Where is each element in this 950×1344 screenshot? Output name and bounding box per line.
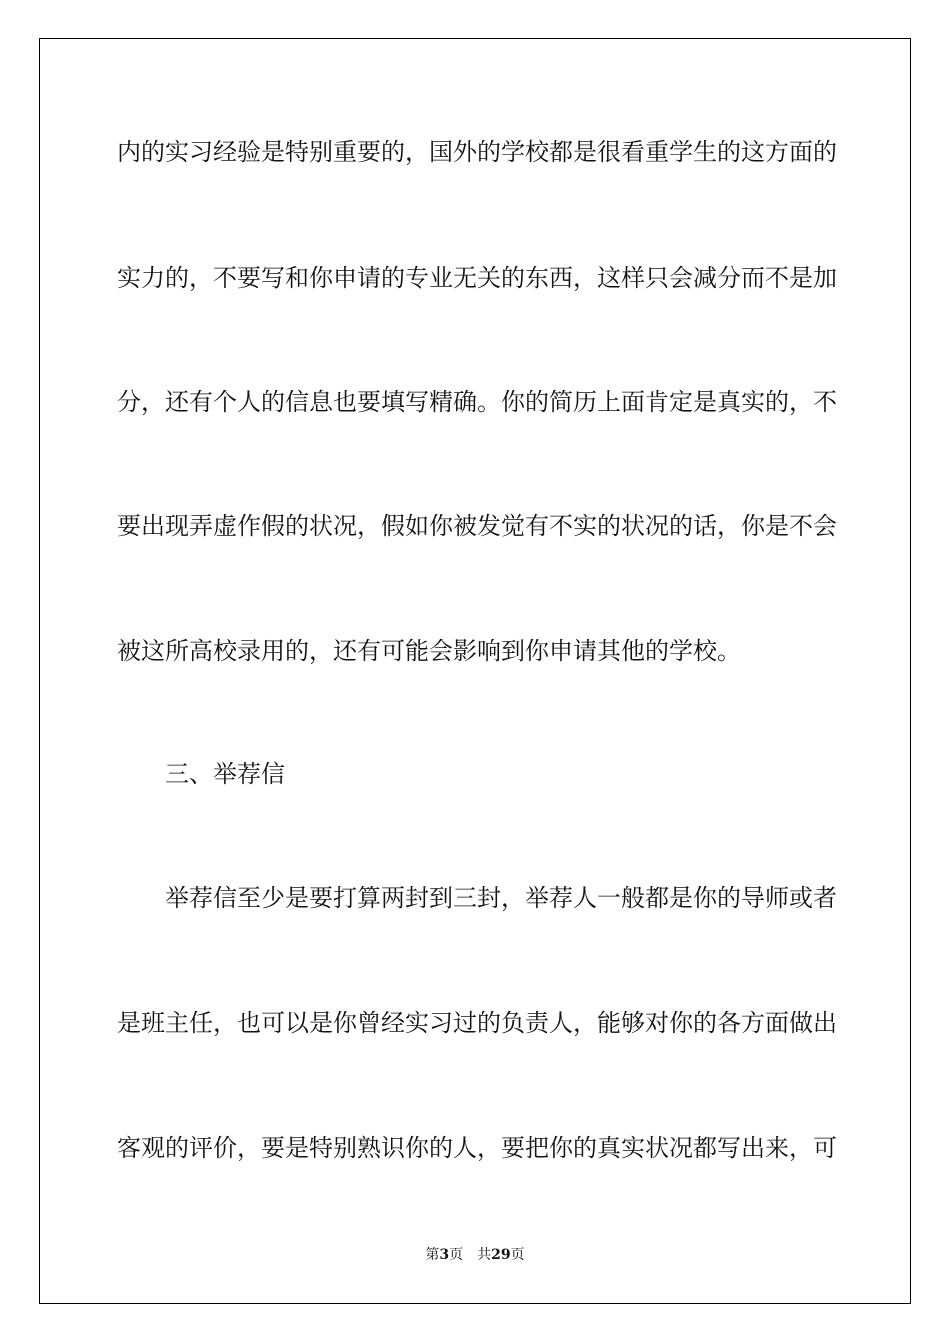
- body-line-2: 实力的，不要写和你申请的专业无关的东西，这样只会减分而不是加: [117, 264, 837, 292]
- body-line-7: 是班主任，也可以是你曾经实习过的负责人，能够对你的各方面做出: [117, 1009, 837, 1037]
- footer-page-suffix: 页: [449, 1247, 464, 1263]
- body-line-3: 分，还有个人的信息也要填写精确。你的简历上面肯定是真实的，不: [117, 388, 837, 416]
- body-line-4: 要出现弄虚作假的状况，假如你被发觉有不实的状况的话，你是不会: [117, 512, 837, 540]
- body-line-1: 内的实习经验是特别重要的，国外的学校都是很看重学生的这方面的: [117, 138, 837, 166]
- footer-total-prefix: 共: [477, 1247, 492, 1263]
- page-footer: [0, 1248, 950, 1262]
- body-line-5: 被这所高校录用的，还有可能会影响到你申请其他的学校。: [117, 637, 741, 665]
- section-heading: 三、举荐信: [165, 760, 285, 788]
- footer-prefix: 第: [425, 1247, 440, 1263]
- body-line-6: 举荐信至少是要打算两封到三封，举荐人一般都是你的导师或者: [165, 884, 837, 912]
- footer-page-number: 3: [439, 1247, 450, 1263]
- page-border: [39, 38, 911, 1304]
- footer-total-suffix: 页: [510, 1247, 525, 1263]
- footer-total-pages: 29: [491, 1247, 511, 1263]
- body-line-8: 客观的评价，要是特别熟识你的人，要把你的真实状况都写出来，可: [117, 1134, 837, 1162]
